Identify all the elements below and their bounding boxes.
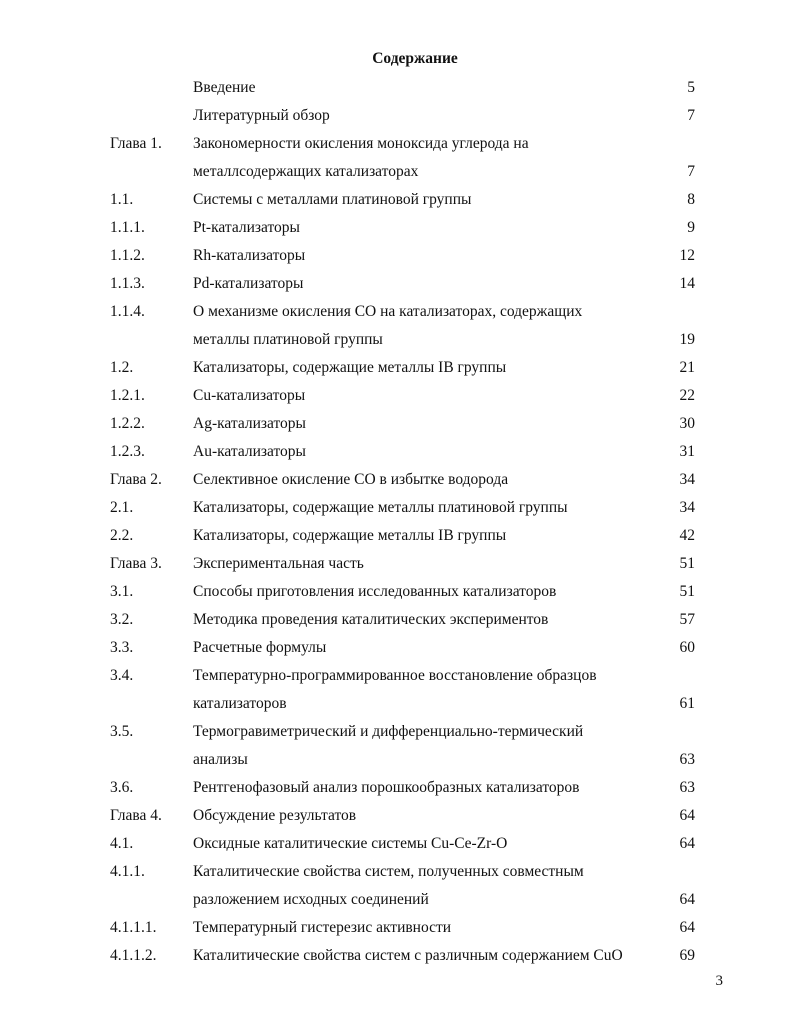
toc-entry-title: катализаторов (193, 695, 287, 712)
toc-entry-page: 30 (679, 415, 695, 432)
toc-line (0, 690, 793, 718)
toc-entry-number: 1.2.1. (110, 387, 145, 404)
toc-entry-number: 4.1.1. (110, 863, 145, 880)
toc-line (0, 158, 793, 186)
toc-line (0, 942, 793, 970)
toc-entry-title: Расчетные формулы (193, 639, 327, 656)
toc-line (0, 606, 793, 634)
toc-line (0, 550, 793, 578)
toc-entry-title: Термогравиметрический и дифференциально-термический (193, 723, 584, 740)
toc-entry-number: 3.5. (110, 723, 134, 740)
toc-entry-number: 3.2. (110, 611, 134, 628)
toc-line (0, 746, 793, 774)
toc-entry-number: 3.4. (110, 667, 134, 684)
toc-entry-page: 34 (679, 471, 695, 488)
toc-line (0, 578, 793, 606)
toc-entry-page: 9 (687, 219, 695, 236)
toc-line (0, 186, 793, 214)
toc-entry-number: Глава 1. (110, 135, 162, 152)
toc-entry-number: 4.1.1.1. (110, 919, 157, 936)
toc-entry-title: Закономерности окисления моноксида углерода на (193, 135, 529, 152)
toc-entry-number: 2.1. (110, 499, 134, 516)
toc-entry-title: Системы с металлами платиновой группы (193, 191, 472, 208)
toc-entry-title: Температурно-программированное восстановление образцов (193, 667, 597, 684)
toc-entry-number: Глава 3. (110, 555, 162, 572)
toc-line (0, 858, 793, 886)
toc-entry-title: Введение (193, 79, 256, 96)
toc-entry-page: 61 (679, 695, 695, 712)
toc-entry-number: 1.1.2. (110, 247, 145, 264)
toc-entry-page: 69 (679, 947, 695, 964)
toc-entry-page: 57 (679, 611, 695, 628)
toc-entry-title: Катализаторы, содержащие металлы IB группы (193, 527, 507, 544)
toc-entry-title: анализы (193, 751, 248, 768)
toc-entry-page: 51 (679, 555, 695, 572)
toc-entry-number: 1.2.2. (110, 415, 145, 432)
toc-line (0, 214, 793, 242)
toc-entry-page: 64 (679, 919, 695, 936)
toc-entry-page: 34 (679, 499, 695, 516)
toc-line (0, 382, 793, 410)
toc-line (0, 886, 793, 914)
toc-line (0, 326, 793, 354)
table-of-contents (0, 74, 793, 970)
toc-line (0, 410, 793, 438)
toc-entry-number: 1.1.3. (110, 275, 145, 292)
toc-entry-number: 4.1.1.2. (110, 947, 157, 964)
toc-line (0, 298, 793, 326)
toc-entry-title: Рентгенофазовый анализ порошкообразных катализаторов (193, 779, 580, 796)
toc-entry-title: Pd-катализаторы (193, 275, 304, 292)
toc-entry-page: 5 (687, 79, 695, 96)
toc-entry-number: 1.1. (110, 191, 134, 208)
toc-entry-title: Температурный гистерезис активности (193, 919, 452, 936)
toc-entry-title: Катализаторы, содержащие металлы IB группы (193, 359, 507, 376)
toc-line (0, 802, 793, 830)
toc-entry-page: 51 (679, 583, 695, 600)
toc-entry-title: Ag-катализаторы (193, 415, 306, 432)
toc-entry-page: 21 (679, 359, 695, 376)
toc-entry-title: Оксидные каталитические системы Cu-Ce-Zr-O (193, 835, 508, 852)
toc-line (0, 466, 793, 494)
toc-entry-title: Каталитические свойства систем с различным содержанием CuO (193, 947, 623, 964)
toc-line (0, 438, 793, 466)
toc-entry-page: 8 (687, 191, 695, 208)
toc-entry-page: 22 (679, 387, 695, 404)
toc-entry-page: 7 (687, 163, 695, 180)
toc-entry-title: Pt-катализаторы (193, 219, 300, 236)
toc-entry-page: 60 (679, 639, 695, 656)
toc-entry-title: Обсуждение результатов (193, 807, 357, 824)
toc-entry-number: 3.1. (110, 583, 134, 600)
toc-line (0, 774, 793, 802)
toc-entry-number: Глава 4. (110, 807, 162, 824)
toc-line (0, 130, 793, 158)
toc-entry-title: Au-катализаторы (193, 443, 306, 460)
toc-entry-page: 64 (679, 891, 695, 908)
toc-entry-number: Глава 2. (110, 471, 162, 488)
toc-entry-title: Rh-катализаторы (193, 247, 306, 264)
toc-line (0, 914, 793, 942)
toc-entry-title: Методика проведения каталитических экспериментов (193, 611, 549, 628)
toc-entry-page: 7 (687, 107, 695, 124)
toc-entry-number: 4.1. (110, 835, 134, 852)
toc-entry-number: 3.3. (110, 639, 134, 656)
toc-entry-number: 1.1.4. (110, 303, 145, 320)
toc-entry-title: металлы платиновой группы (193, 331, 383, 348)
page-title: Содержание (372, 50, 458, 67)
toc-line (0, 522, 793, 550)
toc-entry-page: 64 (679, 807, 695, 824)
toc-entry-title: Способы приготовления исследованных катализаторов (193, 583, 557, 600)
toc-entry-page: 14 (679, 275, 695, 292)
toc-line (0, 74, 793, 102)
toc-entry-number: 1.2.3. (110, 443, 145, 460)
toc-entry-title: Cu-катализаторы (193, 387, 306, 404)
toc-entry-page: 31 (679, 443, 695, 460)
toc-entry-title: Катализаторы, содержащие металлы платиновой группы (193, 499, 568, 516)
toc-entry-title: разложением исходных соединений (193, 891, 429, 908)
toc-entry-page: 64 (679, 835, 695, 852)
toc-entry-title: металлсодержащих катализаторах (193, 163, 419, 180)
toc-line (0, 830, 793, 858)
toc-line (0, 242, 793, 270)
toc-entry-title: Экспериментальная часть (193, 555, 364, 572)
toc-entry-page: 63 (679, 779, 695, 796)
toc-entry-title: Каталитические свойства систем, полученных совместным (193, 863, 584, 880)
toc-line (0, 662, 793, 690)
toc-entry-title: Литературный обзор (193, 107, 330, 124)
toc-entry-number: 1.2. (110, 359, 134, 376)
toc-entry-page: 63 (679, 751, 695, 768)
toc-line (0, 718, 793, 746)
toc-line (0, 634, 793, 662)
toc-entry-page: 12 (679, 247, 695, 264)
toc-entry-number: 2.2. (110, 527, 134, 544)
toc-entry-title: О механизме окисления СО на катализаторах, содержащих (193, 303, 583, 320)
page-number: 3 (715, 973, 723, 989)
toc-line (0, 354, 793, 382)
toc-line (0, 270, 793, 298)
toc-entry-title: Селективное окисление СО в избытке водорода (193, 471, 509, 488)
toc-line (0, 102, 793, 130)
toc-entry-number: 3.6. (110, 779, 134, 796)
toc-line (0, 494, 793, 522)
toc-entry-page: 19 (679, 331, 695, 348)
toc-entry-number: 1.1.1. (110, 219, 145, 236)
toc-entry-page: 42 (679, 527, 695, 544)
